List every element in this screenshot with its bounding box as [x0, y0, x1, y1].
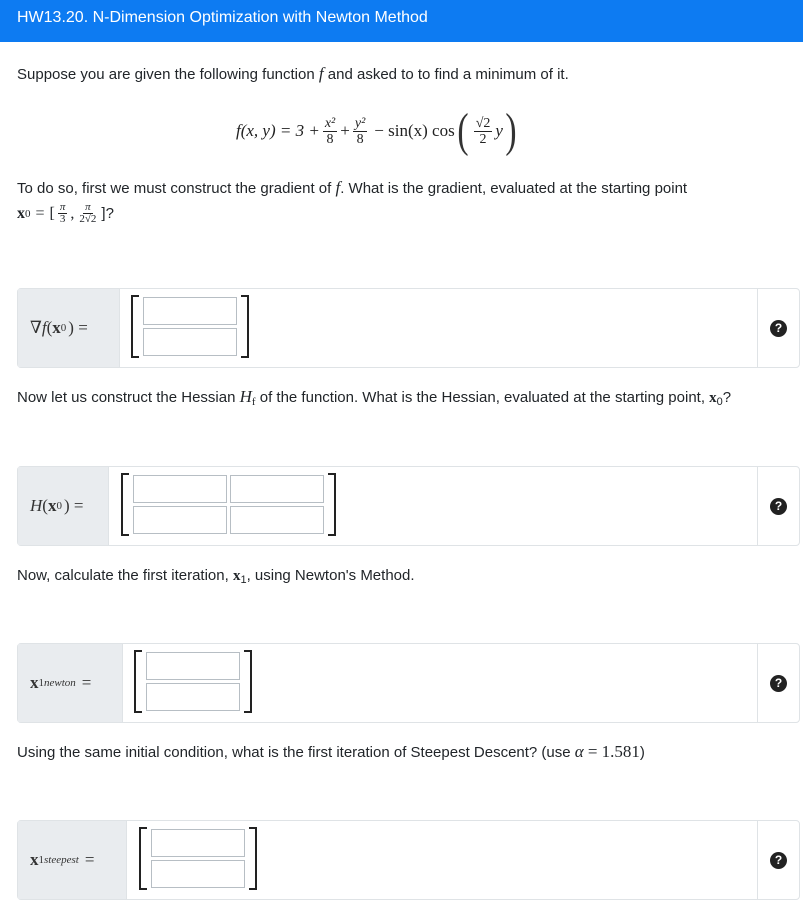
hessian-input-22[interactable]	[230, 506, 324, 534]
steepest-matrix	[139, 827, 257, 890]
fraction-sqrt2-2: $\frac{√2}{2}$	[475, 115, 491, 147]
steepest-input-1[interactable]	[151, 829, 245, 857]
hessian-matrix	[121, 473, 336, 536]
right-bracket	[249, 827, 257, 890]
left-bracket	[131, 295, 139, 358]
gradient-question	[17, 288, 800, 368]
page-header	[0, 0, 803, 42]
help-button[interactable]	[757, 289, 799, 367]
starting-point: x 0 = [ $\frac{\pi}{3}$ , $\frac{\pi}{2√2}$ ]?	[17, 201, 114, 225]
question-circle-icon[interactable]: ?	[770, 852, 787, 869]
left-bracket	[134, 650, 142, 713]
left-bracket	[121, 473, 129, 536]
right-bracket	[244, 650, 252, 713]
steepest-label: x 1 steepest =	[18, 821, 127, 899]
hessian-input-12[interactable]	[230, 475, 324, 503]
left-paren: (	[457, 104, 469, 157]
function-formula: f(x, y) = 3 + $\frac{\text{x²}}{8}$ + $\frac{\text{y²}}{8}$ − sin(x) cos ( $\frac{√2}{2}$ y )	[236, 104, 517, 157]
gradient-matrix	[131, 295, 249, 358]
steepest-prompt: Using the same initial condition, what is the first iteration of Steepest Descent? (use α = 1.581)	[17, 742, 645, 761]
gradient-prompt: To do so, first we must construct the gradient of f. What is the gradient, evaluated at the starting point	[17, 178, 688, 197]
help-button[interactable]	[757, 821, 799, 899]
newton-prompt: Now, calculate the first iteration, $x_1$, using Newton's Method.	[17, 567, 415, 586]
hessian-question	[17, 466, 800, 546]
newton-matrix	[134, 650, 252, 713]
help-button[interactable]	[757, 644, 799, 722]
gradient-input-1[interactable]	[143, 297, 237, 325]
newton-question	[17, 643, 800, 723]
hessian-prompt: Now let us construct the Hessian $H_f$ of the function. What is the Hessian, evaluated at the starting point, $x_0$?	[17, 387, 732, 408]
help-button[interactable]	[757, 467, 799, 545]
question-circle-icon[interactable]: ?	[770, 675, 787, 692]
right-bracket	[241, 295, 249, 358]
newton-label: x 1 newton =	[18, 644, 123, 722]
question-circle-icon[interactable]: ?	[770, 320, 787, 337]
newton-input-2[interactable]	[146, 683, 240, 711]
newton-input-1[interactable]	[146, 652, 240, 680]
fraction-y2-8: $\frac{\text{y²}}{8}$	[354, 115, 366, 147]
page-title: HW13.20. N-Dimension Optimization with Newton Method	[17, 9, 428, 26]
hessian-label: H ( x 0 ) =	[18, 467, 109, 545]
gradient-input-2[interactable]	[143, 328, 237, 356]
left-bracket	[139, 827, 147, 890]
steepest-question	[17, 820, 800, 900]
gradient-label: ∇ f ( x 0 ) =	[18, 289, 120, 367]
intro-text: Suppose you are given the following function f and asked to to find a minimum of it.	[17, 64, 569, 83]
right-paren: )	[505, 104, 517, 157]
question-circle-icon[interactable]: ?	[770, 498, 787, 515]
hessian-input-11[interactable]	[133, 475, 227, 503]
hessian-input-21[interactable]	[133, 506, 227, 534]
right-bracket	[328, 473, 336, 536]
fraction-x2-8: $\frac{\text{x²}}{8}$	[324, 115, 336, 147]
steepest-input-2[interactable]	[151, 860, 245, 888]
